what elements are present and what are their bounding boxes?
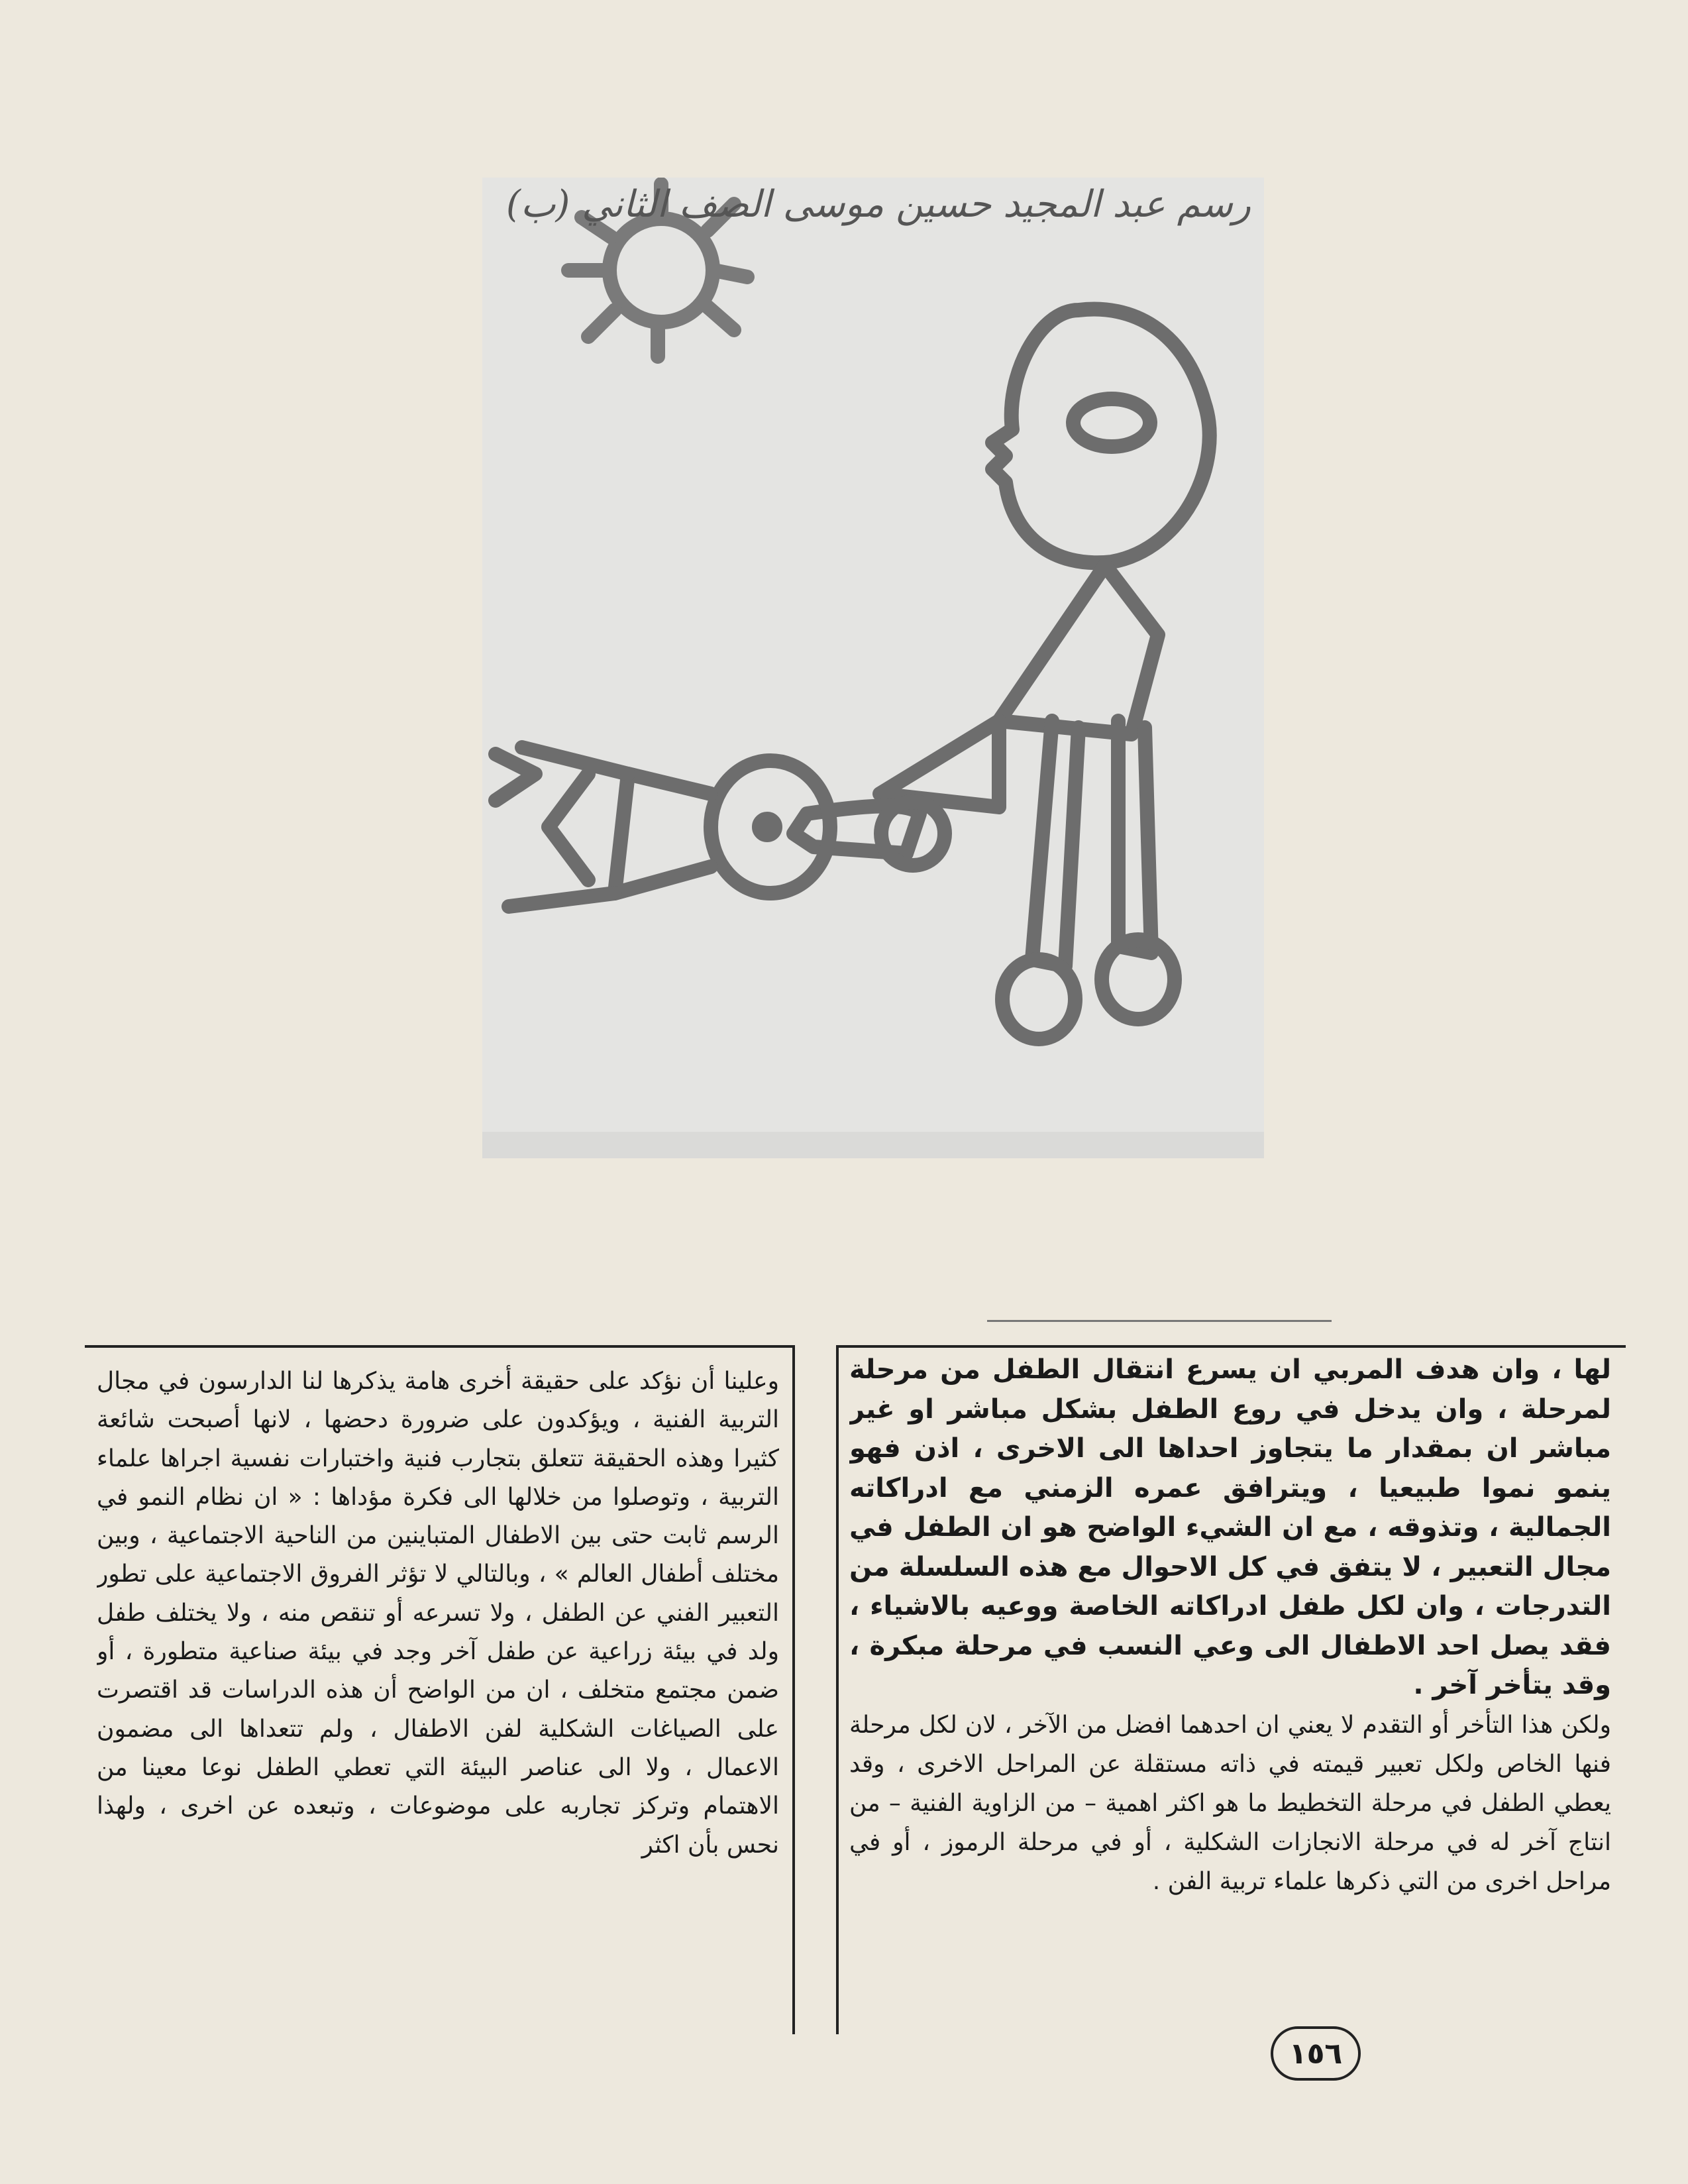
left-column-right-rule xyxy=(792,1345,795,2034)
left-text-column xyxy=(97,1362,779,2025)
right-column-top-rule xyxy=(836,1345,1626,1348)
right-column-paragraph: ولكن هذا التأخر أو التقدم لا يعني ان احدهما افضل من الآخر ، لان لكل مرحلة فنها الخاص ولكل تعبير قيمته في ذاته مستقلة عن المراحل الاخرى ، وقد يعطي الطفل في مرحلة التخطيط ما هو اكثر اهمية – من الزاوية الفنية – من انتاج آخر له في مرحلة الانجازات الشكلية ، أو في مرحلة الرموز ، أو في مراحل اخرى من التي ذكرها علماء تربية الفن . xyxy=(849,1711,1611,1895)
page-number: ١٥٦ xyxy=(1271,2026,1361,2081)
top-separator xyxy=(987,1320,1332,1322)
child-drawing-figure xyxy=(482,178,1264,1158)
left-column-paragraph: وعلينا أن نؤكد على حقيقة أخرى هامة يذكرها لنا الدارسون في مجال التربية الفنية ، ويؤكدون على ضرورة دحضها ، لانها أصبحت شائعة كثيرا وهذه الحقيقة تتعلق بتجارب فنية واختبارات نفسية اجراها علماء التربية ، وتوصلوا من خلالها الى فكرة مؤداها : « ان نظام النمو في الرسم ثابت حتى بين الاطفال المتباينين من الناحية الاجتماعية ، وبين مختلف أطفال العالم » ، وبالتالي لا تؤثر الفروق الاجتماعية على تطور التعبير الفني عن الطفل ، ولا تسرعه أو تنقص منه ، ولا يختلف طفل ولد في بيئة زراعية عن طفل آخر وجد في بيئة صناعية متطورة ، أو ضمن مجتمع متخلف ، ان من الواضح أن هذه الدراسات قد اقتصرت على الصياغات الشكلية لفن الاطفال ، ولم تتعداها الى مضمون الاعمال ، ولا الى عناصر البيئة التي تعطي الطفل نوعا معينا من الاهتمام وتركز تجاربه على موضوعات ، وتبعده عن اخرى ، ولهذا نحس بأن اكثر xyxy=(97,1368,779,1859)
child-drawing xyxy=(482,178,1264,1158)
drawing-handwritten-caption: رسم عبد المجيد حسين موسى الصف الثاني (ب) xyxy=(505,183,1251,226)
right-column-bold-paragraph: لها ، وان هدف المربي ان يسرع انتقال الطفل من مرحلة لمرحلة ، وان يدخل في روع الطفل بشكل مباشر او غير مباشر ان بمقدار ما يتجاوز احداها الى الاخرى ، اذن فهو ينمو نموا طبيعيا ، ويترافق عمره الزمني مع ادراكاته الجمالية ، وتذوقه ، مع ان الشيء الواضح هو ان الطفل في مجال التعبير ، لا يتفق في كل الاحوال مع هذه السلسلة من التدرجات ، وان لكل طفل ادراكاته الخاصة ووعيه بالاشياء ، فقد يصل احد الاطفال الى وعي النسب في مرحلة مبكرة ، وقد يتأخر آخر . xyxy=(849,1354,1611,1700)
right-column-left-rule xyxy=(836,1345,839,2034)
right-text-column xyxy=(849,1350,1611,2000)
left-column-top-rule xyxy=(85,1345,794,1348)
